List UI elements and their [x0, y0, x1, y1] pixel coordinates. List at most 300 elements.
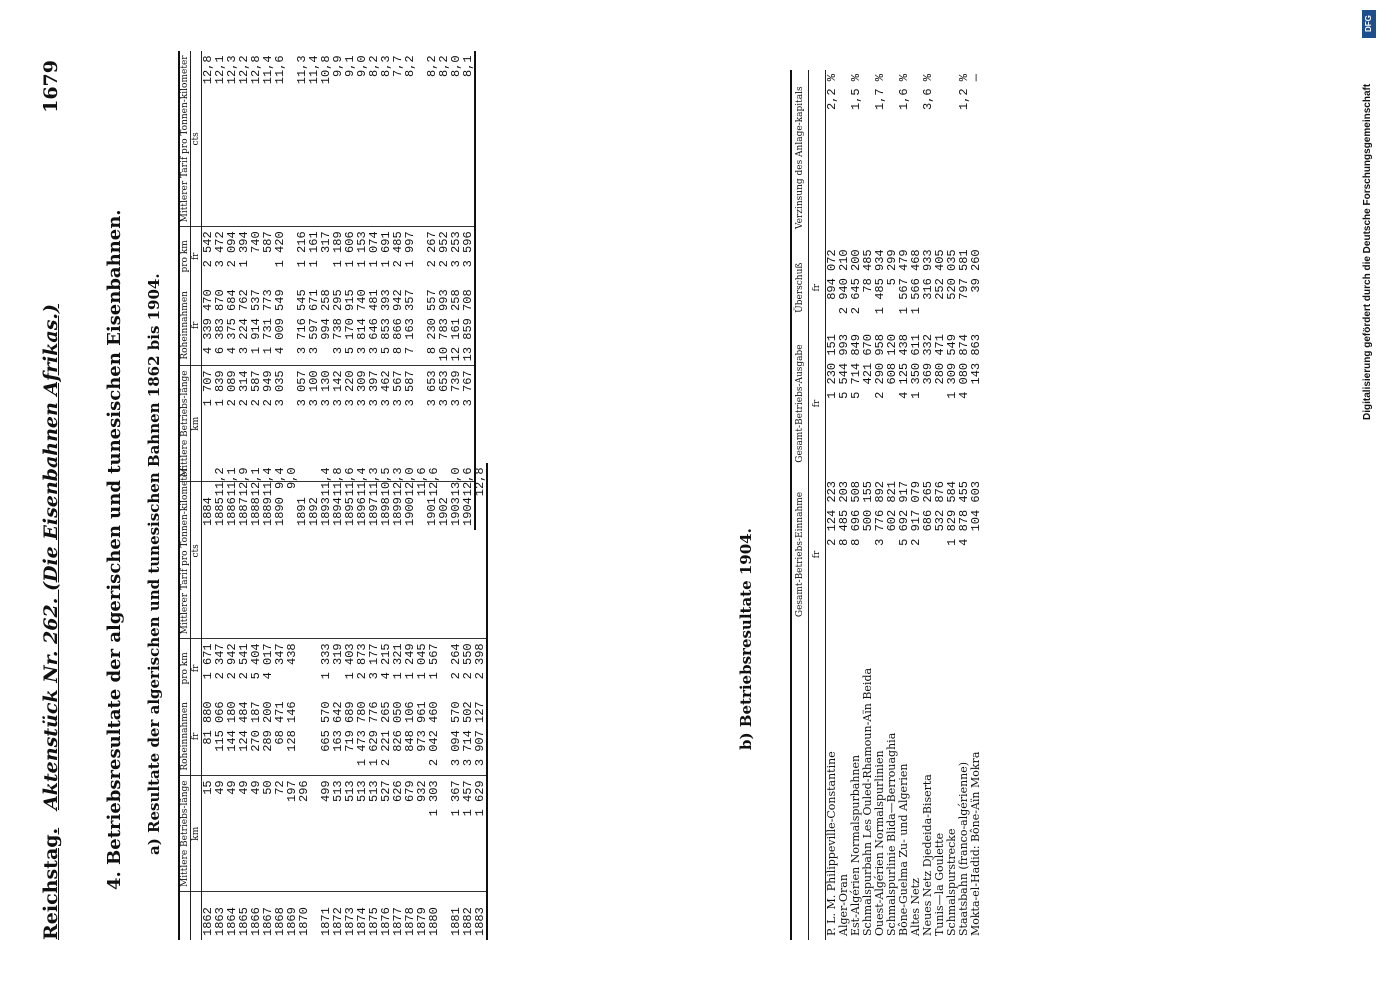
table-cell: 3 100	[308, 366, 320, 482]
unit-per-km: fr	[191, 639, 202, 698]
table-cell: 1 566 468	[909, 249, 923, 315]
table-cell: 1883	[474, 892, 487, 941]
table-cell: 12,6	[427, 467, 441, 497]
table-cell: 72	[274, 776, 286, 892]
table-cell: 1 829 584	[945, 481, 959, 546]
table-cell: 1,7 %	[873, 74, 887, 111]
table-cell: 8,1	[461, 55, 475, 78]
table-cell: 1 606	[344, 227, 356, 286]
table-cell: 1 074	[368, 227, 380, 286]
table-cell: 143 863	[969, 334, 983, 385]
header-document: Aktenstück Nr. 262.	[40, 597, 62, 810]
table-cell: Mokta-el-Hadid: Bône-Aïn Mokra	[969, 751, 982, 936]
section-title: 4. Betriebsresultate der algerischen und tunesischen Eisenbahnen.	[104, 209, 125, 890]
table-cell: 3 646 481	[367, 289, 381, 355]
table-cell: 826 050	[391, 701, 405, 752]
col-length: Mittlere Betriebs-länge	[179, 776, 191, 892]
table-cell: 527	[380, 776, 392, 892]
table-cell: 740	[250, 227, 262, 286]
table-cell: 4 080 874	[957, 334, 971, 399]
col-tariff: Mittlerer Tarif pro Tonnen-kilometer	[179, 463, 191, 638]
table-cell: 39 260	[969, 249, 983, 293]
table-cell: 11,2	[213, 467, 227, 497]
table-cell: 438	[286, 639, 298, 698]
table-cell: 1897	[368, 482, 380, 531]
table-cell: 1898	[380, 482, 392, 531]
table-cell: 2 398	[474, 639, 487, 698]
table-cell: Altes Netz	[909, 878, 922, 936]
unit-length: km	[191, 776, 202, 892]
table-cell: 12,2	[237, 55, 251, 85]
subsection-a-title: a) Resultate der algerischen und tunesischen Bahnen 1862 bis 1904.	[145, 273, 163, 855]
table-cell: 679	[404, 776, 416, 892]
table-cell: 2 094	[226, 227, 238, 286]
table-cell: 11,4	[319, 467, 333, 497]
table-cell: 10 783 993	[437, 289, 451, 362]
table-cell: 3 224 762	[237, 289, 251, 355]
table-cell: 252 405	[933, 249, 947, 300]
table-cell: 3 309	[356, 366, 368, 482]
unit-tariff: cts	[191, 463, 202, 638]
table-cell: 500 155	[861, 481, 875, 532]
table-cell: 5 299	[885, 249, 899, 286]
table-cell: 9,1	[343, 55, 357, 78]
table-cell: 115 066	[213, 701, 227, 752]
header-title: (Die Eisenbahnen Afrikas.)	[40, 304, 62, 592]
table-cell: 1 629	[474, 776, 487, 892]
table-cell: 11,4	[307, 55, 321, 85]
table-cell: 3 057	[296, 366, 308, 482]
table-cell: 347	[274, 639, 286, 698]
table-cell: 3 472	[214, 227, 226, 286]
colb-interest: Verzinsung des Anlage-kapitals	[791, 70, 809, 245]
table-cell: 1880	[428, 892, 440, 941]
table-cell: 319	[332, 639, 344, 698]
unit-length-r: km	[191, 366, 202, 482]
table-cell: 2 873	[356, 639, 368, 698]
table-cell: 1 671	[202, 639, 215, 698]
table-cell: Staatsbahn (franco-algérienne)	[957, 761, 970, 936]
table-cell: Bône-Guelma Zu- und Algerien	[897, 763, 910, 936]
table-cell: 280 471	[933, 334, 947, 385]
table-cell: 12,3	[225, 55, 239, 85]
table-cell: 1863	[214, 892, 226, 941]
table-cell: 2 124 223	[825, 481, 839, 546]
table-cell: 11,4	[261, 467, 275, 497]
table-cell: 3 814 740	[355, 289, 369, 355]
table-cell: 1 153	[356, 227, 368, 286]
table-cell: 4 125 438	[897, 334, 911, 399]
table-cell: 1871	[320, 892, 332, 941]
table-cell: Schmalspurlinie Blida—Berrouaghia	[885, 732, 898, 936]
table-cell: 3 220	[344, 366, 356, 482]
unitb-surplus: fr	[809, 245, 826, 330]
table-cell: 10,8	[319, 55, 333, 85]
table-cell: 1 403	[344, 639, 356, 698]
table-cell: 994 258	[319, 289, 333, 340]
table-cell: 1,2 %	[957, 74, 971, 111]
table-cell: 1879	[416, 892, 428, 941]
table-cell: 8,2	[367, 55, 381, 78]
table-cell: 1 567 479	[897, 249, 911, 315]
table-cell: 270 187	[249, 701, 263, 752]
table-cell: 1 309 549	[945, 334, 959, 399]
table-cell: 8,2	[425, 55, 439, 78]
table-cell: 1 394	[238, 227, 250, 286]
table-cell: 6 383 870	[213, 289, 227, 355]
table-cell: 1896	[356, 482, 368, 531]
table-cell: 2 314	[238, 366, 250, 482]
table-cell: 1 485 934	[873, 249, 887, 315]
table-cell: 2 550	[462, 639, 474, 698]
table-cell: 2 347	[214, 639, 226, 698]
table-cell: 1862	[202, 892, 215, 941]
table-cell: 608 120	[885, 334, 899, 385]
table-cell: 1865	[238, 892, 250, 941]
unitb-expense: fr	[809, 330, 826, 477]
table-cell: 9,0	[355, 55, 369, 78]
table-cell: 8,3	[379, 55, 393, 78]
table-cell: 144 180	[225, 701, 239, 752]
table-cell: 973 961	[415, 701, 429, 752]
table-cell: 1866	[250, 892, 262, 941]
table-cell: 1 567	[428, 639, 440, 698]
table-cell: 12,0	[403, 467, 417, 497]
table-cell: 894 072	[825, 249, 839, 300]
table-cell: 2 267	[426, 227, 438, 286]
table-cell: 1873	[344, 892, 356, 941]
table-cell: 11,8	[331, 467, 345, 497]
table-cell: 3 767	[462, 366, 475, 482]
table-cell: 1 303	[428, 776, 440, 892]
table-cell: 1,5 %	[849, 74, 863, 111]
table-cell: 50	[262, 776, 274, 892]
table-cell: 1 707	[202, 366, 215, 482]
table-cell: 1869	[286, 892, 298, 941]
unit-tariff-r: cts	[191, 51, 202, 226]
table-cell: 1 367	[450, 776, 462, 892]
table-cell: 8,0	[449, 55, 463, 78]
table-cell: 12,9	[237, 467, 251, 497]
table-cell: 128 146	[285, 701, 299, 752]
table-cell: 8 866 942	[391, 289, 405, 355]
table-cell: 4 339 470	[201, 289, 215, 355]
table-cell: 49	[226, 776, 238, 892]
table-cell: 1 914 537	[249, 289, 263, 355]
table-cell: 1 629 776	[367, 701, 381, 767]
table-cell: 13,0	[449, 467, 463, 497]
table-cell: 513	[368, 776, 380, 892]
table-cell: 2 485	[392, 227, 404, 286]
table-cell: 3 177	[368, 639, 380, 698]
table-cell: 2 541	[238, 639, 250, 698]
table-cell: 2 042 460	[427, 701, 441, 767]
table-cell: 2 952	[438, 227, 450, 286]
table-cell: 1,6 %	[897, 74, 911, 111]
dfg-logo: DFG	[1362, 10, 1376, 38]
table-cell: 1892	[308, 482, 320, 531]
table-cell: 1903	[450, 482, 462, 531]
table-cell: 12,6	[461, 467, 475, 497]
table-cell: 3 716 545	[295, 289, 309, 355]
unitb-revenue: fr	[809, 477, 826, 632]
table-cell: 3 142	[332, 366, 344, 482]
table-cell: 11,6	[273, 55, 287, 85]
colb-surplus: Überschuß	[791, 245, 809, 330]
table-cell: 1885	[214, 482, 226, 531]
table-cell: Est-Algérien Normalspurbahnen	[849, 754, 862, 936]
table-cell: 11,3	[367, 467, 381, 497]
table-cell: 1870	[298, 892, 310, 941]
colb-revenue: Gesamt-Betriebs-Einnahme	[791, 477, 809, 632]
table-cell: 2 917 079	[909, 481, 923, 546]
table-cell: 7,7	[391, 55, 405, 78]
table-cell: 3 596	[462, 227, 475, 286]
table-cell: Ouest-Algérien Normalspurlinien	[873, 750, 886, 936]
table-cell: 520 035	[945, 249, 959, 300]
table-cell: 1893	[320, 482, 332, 531]
table-cell: 11,1	[225, 467, 239, 497]
table-cell: 513	[356, 776, 368, 892]
table-cell: 1 189	[332, 227, 344, 286]
table-cell: 1 997	[404, 227, 416, 286]
table-cell: 1 333	[320, 639, 332, 698]
table-cell: 11,6	[343, 467, 357, 497]
table-cell: 1887	[238, 482, 250, 531]
table-cell: 3 253	[450, 227, 462, 286]
table-cell: 1878	[404, 892, 416, 941]
table-cell: 49	[250, 776, 262, 892]
table-cell: 316 933	[921, 249, 935, 300]
table-cell: 3 653	[438, 366, 450, 482]
table-cell: 932	[416, 776, 428, 892]
table-cell: 602 821	[885, 481, 899, 532]
table-cell: 49	[214, 776, 226, 892]
table-cell: Neues Netz Djedeida-Biserta	[921, 774, 934, 936]
table-cell: 12,1	[249, 467, 263, 497]
table-cell: 1899	[392, 482, 404, 531]
table-cell: 719 689	[343, 701, 357, 752]
table-cell: 1895	[344, 482, 356, 531]
table-cell: Alger-Oran	[837, 874, 850, 936]
table-cell: 5 404	[250, 639, 262, 698]
table-cell: 499	[320, 776, 332, 892]
table-cell: 163 642	[331, 701, 345, 752]
col-revenue: Roheinnahmen	[179, 697, 191, 776]
unit-revenue-r: fr	[191, 285, 202, 366]
table-cell: 2 290 958	[873, 334, 887, 399]
table-cell: 9,4	[273, 467, 287, 490]
col-tariff-r: Mittlerer Tarif pro Tonnen-kilometer	[179, 51, 191, 226]
table-cell: 2 949	[262, 366, 274, 482]
table-cell: 1886	[226, 482, 238, 531]
table-cell: 12,1	[213, 55, 227, 85]
table-cell: 13 859 708	[461, 289, 475, 362]
table-cell: Schmalspurbahn Les Ouled-Rhamoun-Aïn Beida	[861, 667, 874, 936]
table-cell: 421 670	[861, 334, 875, 385]
table-cell: 12 161 258	[449, 289, 463, 362]
table-cell: 9,0	[285, 467, 299, 490]
table-cell: 124 484	[237, 701, 251, 752]
table-cell: 3,6 %	[921, 74, 935, 111]
table-cell: 8,2	[403, 55, 417, 78]
table-cell: 1900	[404, 482, 416, 531]
col-length-r: Mittlere Betriebs-länge	[179, 366, 191, 482]
table-cell: 1884	[202, 482, 215, 531]
table-cell: 1872	[332, 892, 344, 941]
table-cell: 5 170 915	[343, 289, 357, 355]
table-cell: 2 645 200	[849, 249, 863, 315]
table-cell: 1 045	[416, 639, 428, 698]
table-cell: 49	[238, 776, 250, 892]
table-cell: 11,6	[415, 467, 429, 497]
table-cell: Schmalspurstrecke	[945, 828, 958, 936]
table-cell: 3 587	[404, 366, 416, 482]
table-cell: 3 597 671	[307, 289, 321, 355]
table-cell: 1891	[296, 482, 308, 531]
table-cell: 686 265	[921, 481, 935, 532]
table-cell: 532 876	[933, 481, 947, 532]
table-cell: 3 776 892	[873, 481, 887, 546]
table-cell: 296	[298, 776, 310, 892]
table-cell: 1894	[332, 482, 344, 531]
digitization-credit	[1361, 40, 1375, 420]
table-cell: 317	[320, 227, 332, 286]
unit-revenue: fr	[191, 697, 202, 776]
table-cell: 7 163 357	[403, 289, 417, 355]
table-cell: 4 215	[380, 639, 392, 698]
table-cell: 2 942	[226, 639, 238, 698]
table-cell: 3 714 502	[461, 701, 475, 767]
table-cell: 1901	[426, 482, 438, 531]
table-cell: 2 587	[250, 366, 262, 482]
table-cell: 2 542	[202, 227, 215, 286]
table-cell: 289 200	[261, 701, 275, 752]
table-cell: 12,3	[391, 467, 405, 497]
table-cell: 1881	[450, 892, 462, 941]
col-per-km-r: pro km	[179, 227, 191, 286]
table-cell: 8 230 557	[425, 289, 439, 355]
table-cell: 3 397	[368, 366, 380, 482]
table-cell: 1 731 773	[261, 289, 275, 355]
table-cell: 1867	[262, 892, 274, 941]
page-number: 1679	[40, 60, 62, 113]
table-cell: 9,9	[331, 55, 345, 78]
table-cell: 3 130	[320, 366, 332, 482]
table-cell: 2 940 210	[837, 249, 851, 315]
table-cell: 369 332	[921, 334, 935, 385]
table-cell: 513	[344, 776, 356, 892]
table-cell: 587	[262, 227, 274, 286]
table-cell: 1904	[462, 482, 475, 531]
table-cell: 5 544 993	[837, 334, 851, 399]
table-cell: 1876	[380, 892, 392, 941]
table-cell: 1 161	[308, 227, 320, 286]
table-cell: 8 485 203	[837, 481, 851, 546]
table-cell: 1874	[356, 892, 368, 941]
table-cell: 1 457	[462, 776, 474, 892]
table-cell: 1 839	[214, 366, 226, 482]
table-cell: 68 471	[273, 701, 287, 745]
table-cell: 1877	[392, 892, 404, 941]
table-cell: 1875	[368, 892, 380, 941]
table-cell: Tunis—la Goulette	[933, 832, 946, 936]
unit-per-km-r: fr	[191, 227, 202, 286]
table-cell: 1 420	[274, 227, 286, 286]
table-cell: 4 009 549	[273, 289, 287, 355]
table-cell: 5 714 849	[849, 334, 863, 399]
table-cell: 11,4	[261, 55, 275, 85]
table-cell: 848 106	[403, 701, 417, 752]
table-cell: 5 853 393	[379, 289, 393, 355]
table-cell: 1 230 151	[825, 334, 839, 399]
table-cell: 12,8	[201, 55, 215, 85]
table-cell: 12,8	[249, 55, 263, 85]
table-cell: 4 375 684	[225, 289, 239, 355]
table-cell: 1868	[274, 892, 286, 941]
table-cell: —	[969, 74, 983, 82]
header-left: Reichstag.	[40, 827, 62, 940]
table-cell: 5 692 917	[897, 481, 911, 546]
subsection-b-title: b) Betriebsresultate 1904.	[737, 528, 755, 750]
table-cell: 2 221 265	[379, 701, 393, 767]
table-cell: 8,2	[437, 55, 451, 78]
table-cell: 2,2 %	[825, 74, 839, 111]
table-cell: 3 567	[392, 366, 404, 482]
table-cell: 1 321	[392, 639, 404, 698]
table-cell: 197	[286, 776, 298, 892]
table-cell: 3 738 295	[331, 289, 345, 355]
table-cell: 3 739	[450, 366, 462, 482]
table-cell: 1 216	[296, 227, 308, 286]
table-cell: 3 907 127	[473, 701, 487, 767]
table-cell: 4 017	[262, 639, 274, 698]
table-cell: 104 603	[969, 481, 983, 532]
table-cell: 1902	[438, 482, 450, 531]
table-cell: 1889	[262, 482, 274, 531]
table-cell: 3 653	[426, 366, 438, 482]
table-cell: 3 035	[274, 366, 286, 482]
table-cell: 11,3	[295, 55, 309, 85]
table-cell: 81 880	[201, 701, 215, 745]
table-cell: 12,8	[473, 467, 487, 497]
col-per-km: pro km	[179, 639, 191, 698]
credit-text: Digitalisierung gefördert durch die Deutsche Forschungsgemeinschaft	[1362, 83, 1373, 420]
table-cell: 513	[332, 776, 344, 892]
table-cell: 3 462	[380, 366, 392, 482]
table-cell: 1 473 780	[355, 701, 369, 767]
table-cell: 15	[202, 776, 215, 892]
colb-expense: Gesamt-Betriebs-Ausgabe	[791, 330, 809, 477]
table-cell: 1864	[226, 892, 238, 941]
table-cell: 3 094 570	[449, 701, 463, 767]
table-cell: P. L. M. Philippeville-Constantine	[825, 751, 838, 936]
table-cell: 78 485	[861, 249, 875, 293]
table-cell: 797 581	[957, 249, 971, 300]
table-cell: 4 878 455	[957, 481, 971, 546]
table-cell: 2 089	[226, 366, 238, 482]
table-cell: 11,4	[355, 467, 369, 497]
table-cell: 8 696 508	[849, 481, 863, 546]
table-cell: 1888	[250, 482, 262, 531]
table-cell: 665 570	[319, 701, 333, 752]
table-cell: 1882	[462, 892, 474, 941]
table-cell: 1 249	[404, 639, 416, 698]
table-cell: 1 691	[380, 227, 392, 286]
table-cell: 1890	[274, 482, 286, 531]
table-cell: 2 264	[450, 639, 462, 698]
table-cell: 1 350 611	[909, 334, 923, 399]
